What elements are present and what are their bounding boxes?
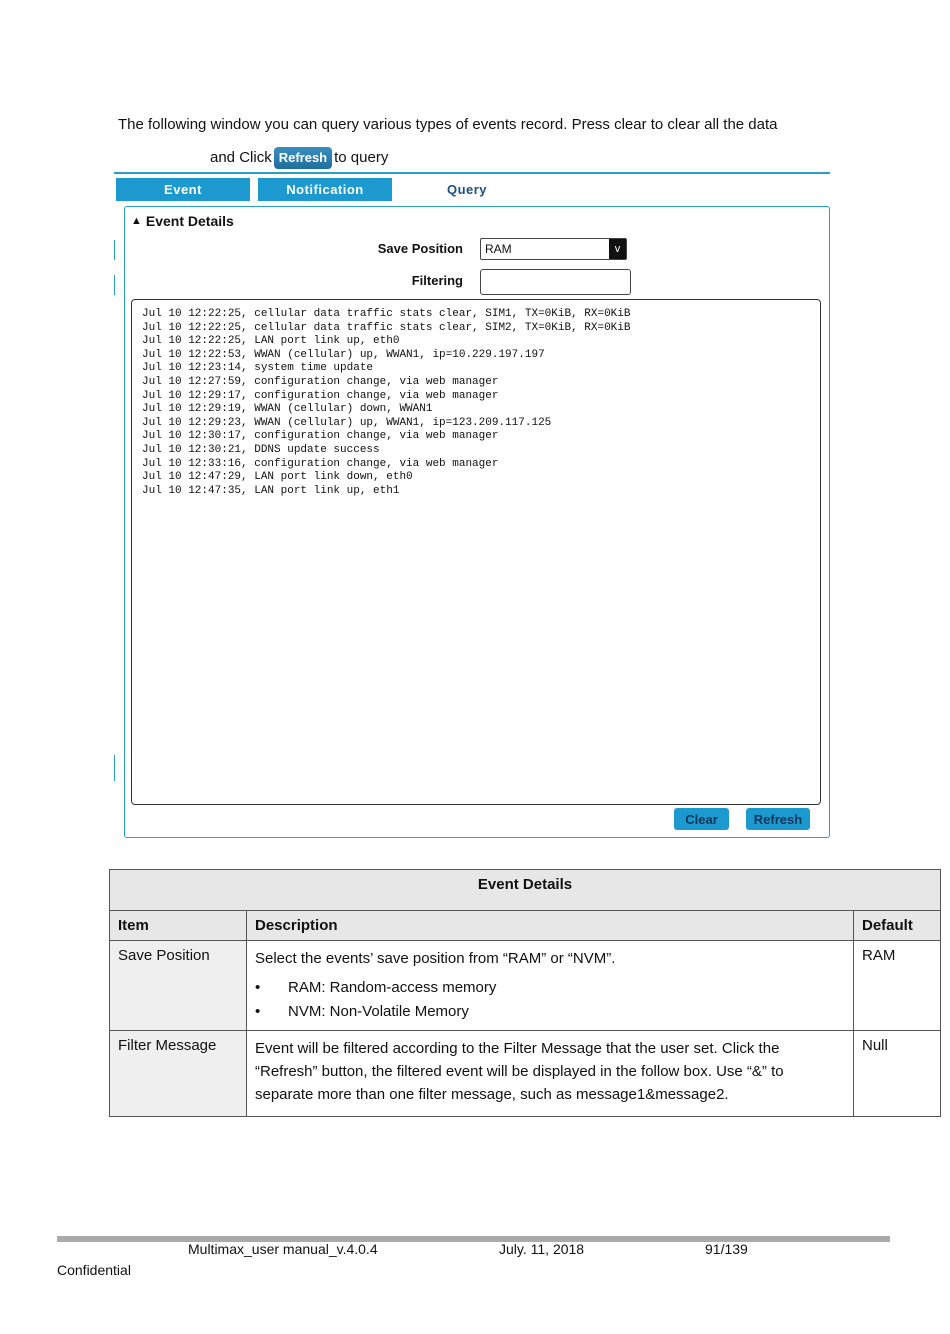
tab-event[interactable]: Event: [116, 178, 250, 201]
save-position-value: RAM: [485, 242, 512, 256]
row-item: Filter Message: [110, 1031, 247, 1117]
header-divider: [114, 172, 830, 174]
event-log-text: Jul 10 12:22:25, cellular data traffic stats clear, SIM1, TX=0KiB, RX=0KiB Jul 10 12:22:25, cellular data traffic stats clear, SIM2, TX=0KiB, RX=0KiB Jul 10 12:22:25, LAN port link up, eth0 Jul 10 12:22:53, WWAN (cellular) up, WWAN1, ip=10.229.197.197 Jul 10 12:23:14, system time update Jul 10 12:27:59, configuration change, via web manager Jul 10 12:29:17, configuration change, via web manager Jul 10 12:29:19, WWAN (cellular) down, WWAN1 Jul 10 12:29:23, WWAN (cellular) up, WWAN1, ip=123.209.117.125 Jul 10 12:30:17, configuration change, via web manager Jul 10 12:30:21, DDNS update success Jul 10 12:33:16, configuration change, via web manager Jul 10 12:47:29, LAN port link down, eth0 Jul 10 12:47:35, LAN port link up, eth1: [142, 308, 631, 497]
chevron-down-icon[interactable]: v: [609, 239, 626, 259]
panel-title: Event Details: [145, 213, 234, 229]
header-default: Default: [854, 911, 941, 941]
event-log-box[interactable]: [131, 299, 821, 805]
save-position-select[interactable]: [480, 238, 627, 260]
intro-query-text: to query: [334, 149, 389, 166]
chevron-up-icon[interactable]: ▲: [131, 215, 142, 227]
bullet-icon: •: [255, 979, 261, 996]
row-description: Event will be filtered according to the Filter Message that the user set. Click the “Refresh” button, the filtered event will be displayed in the follow box. Use “&” to separate more than one filter message, such as message1&message2.: [247, 1031, 854, 1117]
panel-header[interactable]: [131, 213, 234, 229]
sidebar-edge: [114, 755, 115, 781]
filtering-input[interactable]: [480, 269, 631, 295]
footer-divider: [57, 1236, 890, 1242]
refresh-button[interactable]: Refresh: [746, 808, 810, 830]
save-position-label: Save Position: [377, 241, 463, 256]
clear-button[interactable]: Clear: [674, 808, 729, 830]
table-caption: Event Details: [110, 870, 941, 911]
row-default: RAM: [854, 941, 941, 1031]
list-item-text: RAM: Random-access memory: [288, 979, 497, 996]
sidebar-edge: [114, 240, 115, 260]
footer-page-number: 91/139: [705, 1241, 748, 1257]
intro-click-text: and Click: [210, 149, 272, 166]
row-item: Save Position: [110, 941, 247, 1031]
list-item: [255, 1000, 845, 1024]
intro-line-2: [210, 140, 388, 176]
event-details-table: [109, 869, 941, 1117]
bullet-icon: •: [255, 1003, 261, 1020]
filtering-label: Filtering: [411, 273, 463, 288]
row-description: [247, 941, 854, 1031]
tab-notification[interactable]: Notification: [258, 178, 392, 201]
header-item: Item: [110, 911, 247, 941]
footer-confidential: Confidential: [57, 1262, 131, 1278]
intro-line-1: The following window you can query various types of events record. Press clear to clear all the data: [118, 116, 778, 133]
footer-doc-name: Multimax_user manual_v.4.0.4: [188, 1241, 378, 1257]
event-details-panel: [124, 206, 830, 838]
row-default: Null: [854, 1031, 941, 1117]
footer-date: July. 11, 2018: [499, 1241, 585, 1257]
list-item: [255, 976, 845, 1000]
list-item-text: NVM: Non-Volatile Memory: [288, 1003, 469, 1020]
inline-refresh-button: Refresh: [274, 147, 332, 169]
table-row: [110, 941, 941, 1031]
table-row: [110, 1031, 941, 1117]
row-description-text: Select the events’ save position from “RAM” or “NVM”.: [255, 950, 616, 967]
tab-query[interactable]: Query: [400, 178, 534, 201]
bullet-list: [255, 976, 845, 1024]
sidebar-edge: [114, 275, 115, 295]
tab-bar: [116, 178, 534, 202]
header-description: Description: [247, 911, 854, 941]
